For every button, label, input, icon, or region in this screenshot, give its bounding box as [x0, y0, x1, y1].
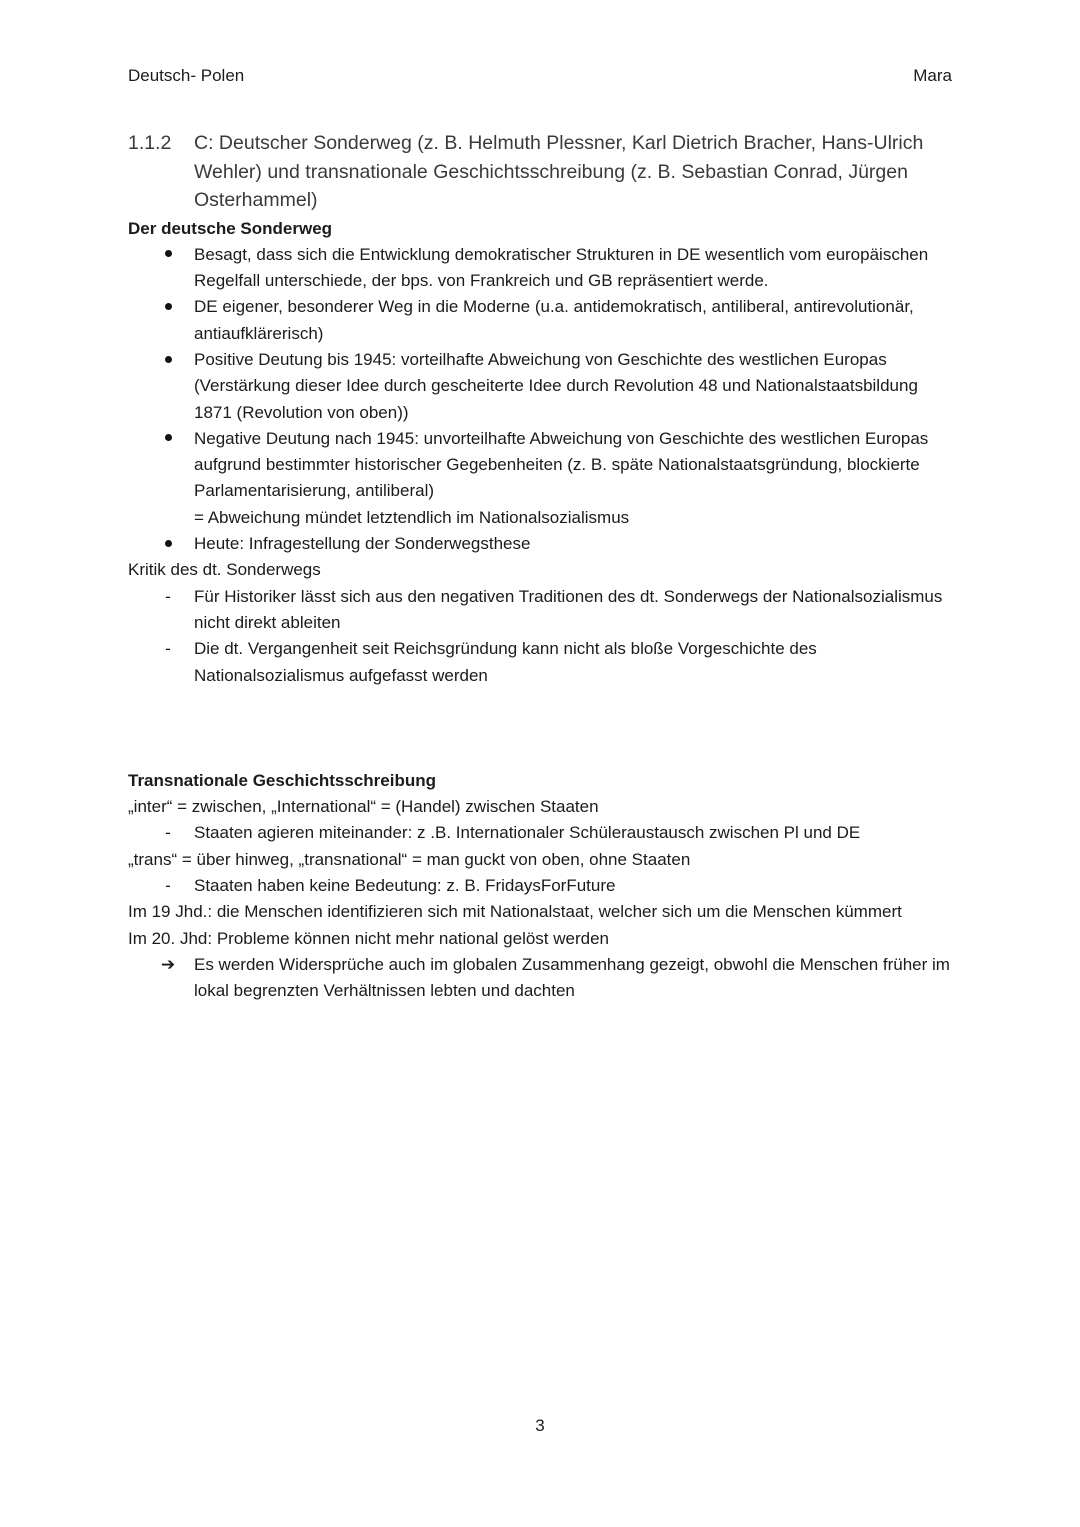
- bullet-icon: [158, 347, 178, 373]
- list-item: Heute: Infragestellung der Sonderwegsthese: [128, 531, 958, 557]
- dash-icon: -: [165, 823, 171, 843]
- list-item: ➔ Es werden Widersprüche auch im globalen Zusammenhang gezeigt, obwohl die Menschen früher im lokal begrenzten Verhältnissen lebten und dachten: [128, 952, 958, 1005]
- list-item: - Für Historiker lässt sich aus den negativen Traditionen des dt. Sonderwegs der Nationalsozialismus nicht direkt ableiten: [128, 584, 958, 637]
- page-number: 3: [535, 1416, 545, 1435]
- dash-icon: -: [165, 876, 171, 896]
- inter-list: [128, 820, 958, 846]
- header-left: Deutsch- Polen: [128, 66, 245, 85]
- dash-icon: -: [165, 639, 171, 659]
- list-item: Negative Deutung nach 1945: unvorteilhafte Abweichung von Geschichte des westlichen Europas aufgrund bestimmter historischer Gegebenheiten (z. B. späte Nationalstaatsgründung, blockierte Parlamentarisierung, antiliberal) = Abweichung mündet letztendlich im Nationalsozialismus: [128, 426, 958, 531]
- sonderweg-heading: Der deutsche Sonderweg: [128, 218, 333, 238]
- trans-list: [128, 873, 958, 899]
- header-right: Mara: [913, 66, 952, 85]
- list-item: Positive Deutung bis 1945: vorteilhafte Abweichung von Geschichte des westlichen Europas (Verstärkung dieser Idee durch gescheiterte Idee durch Revolution 48 und Nationalstaatsbildung 1871 (Revolution von oben)): [128, 347, 958, 426]
- list-item: DE eigener, besonderer Weg in die Moderne (u.a. antidemokratisch, antiliberal, antirevolutionär, antiaufklärerisch): [128, 294, 958, 347]
- section-heading: [128, 129, 958, 215]
- document-body: [128, 129, 958, 1005]
- century-19-line: Im 19 Jhd.: die Menschen identifizieren sich mit Nationalstaat, welcher sich um die Menschen kümmert: [128, 902, 902, 922]
- section-title: C: Deutscher Sonderweg (z. B. Helmuth Plessner, Karl Dietrich Bracher, Hans-Ulrich Wehler) und transnationale Geschichtsschreibung (z. B. Sebastian Conrad, Jürgen Osterhammel): [194, 132, 924, 211]
- transnational-heading: Transnationale Geschichtsschreibung: [128, 770, 436, 790]
- trans-line: „trans“ = über hinweg, „transnational“ = man guckt von oben, ohne Staaten: [128, 849, 691, 869]
- critique-list: [128, 584, 958, 689]
- bullet-icon: [158, 531, 178, 557]
- critique-heading: Kritik des dt. Sonderwegs: [128, 560, 321, 580]
- inter-line: „inter“ = zwischen, „International“ = (Handel) zwischen Staaten: [128, 797, 599, 817]
- dash-icon: -: [165, 586, 171, 606]
- century-20-line: Im 20. Jhd: Probleme können nicht mehr national gelöst werden: [128, 928, 609, 948]
- bullet-icon: [158, 426, 178, 452]
- list-item: Besagt, dass sich die Entwicklung demokratischer Strukturen in DE wesentlich vom europäischen Regelfall unterschiede, der bps. von Frankreich und GB repräsentiert werde.: [128, 242, 958, 295]
- section-number: 1.1.2: [128, 132, 172, 154]
- sonderweg-list: [128, 242, 958, 558]
- spacer: [128, 689, 958, 768]
- bullet-extra: = Abweichung mündet letztendlich im Nationalsozialismus: [194, 507, 630, 527]
- list-item: - Die dt. Vergangenheit seit Reichsgründung kann nicht als bloße Vorgeschichte des Nationalsozialismus aufgefasst werden: [128, 636, 958, 689]
- bullet-icon: [158, 294, 178, 320]
- list-item: - Staaten haben keine Bedeutung: z. B. FridaysForFuture: [128, 873, 958, 899]
- list-item: - Staaten agieren miteinander: z .B. Internationaler Schüleraustausch zwischen Pl und DE: [128, 820, 958, 846]
- bullet-icon: [158, 242, 178, 268]
- arrow-list: [128, 952, 958, 1005]
- arrow-right-icon: ➔: [160, 954, 176, 974]
